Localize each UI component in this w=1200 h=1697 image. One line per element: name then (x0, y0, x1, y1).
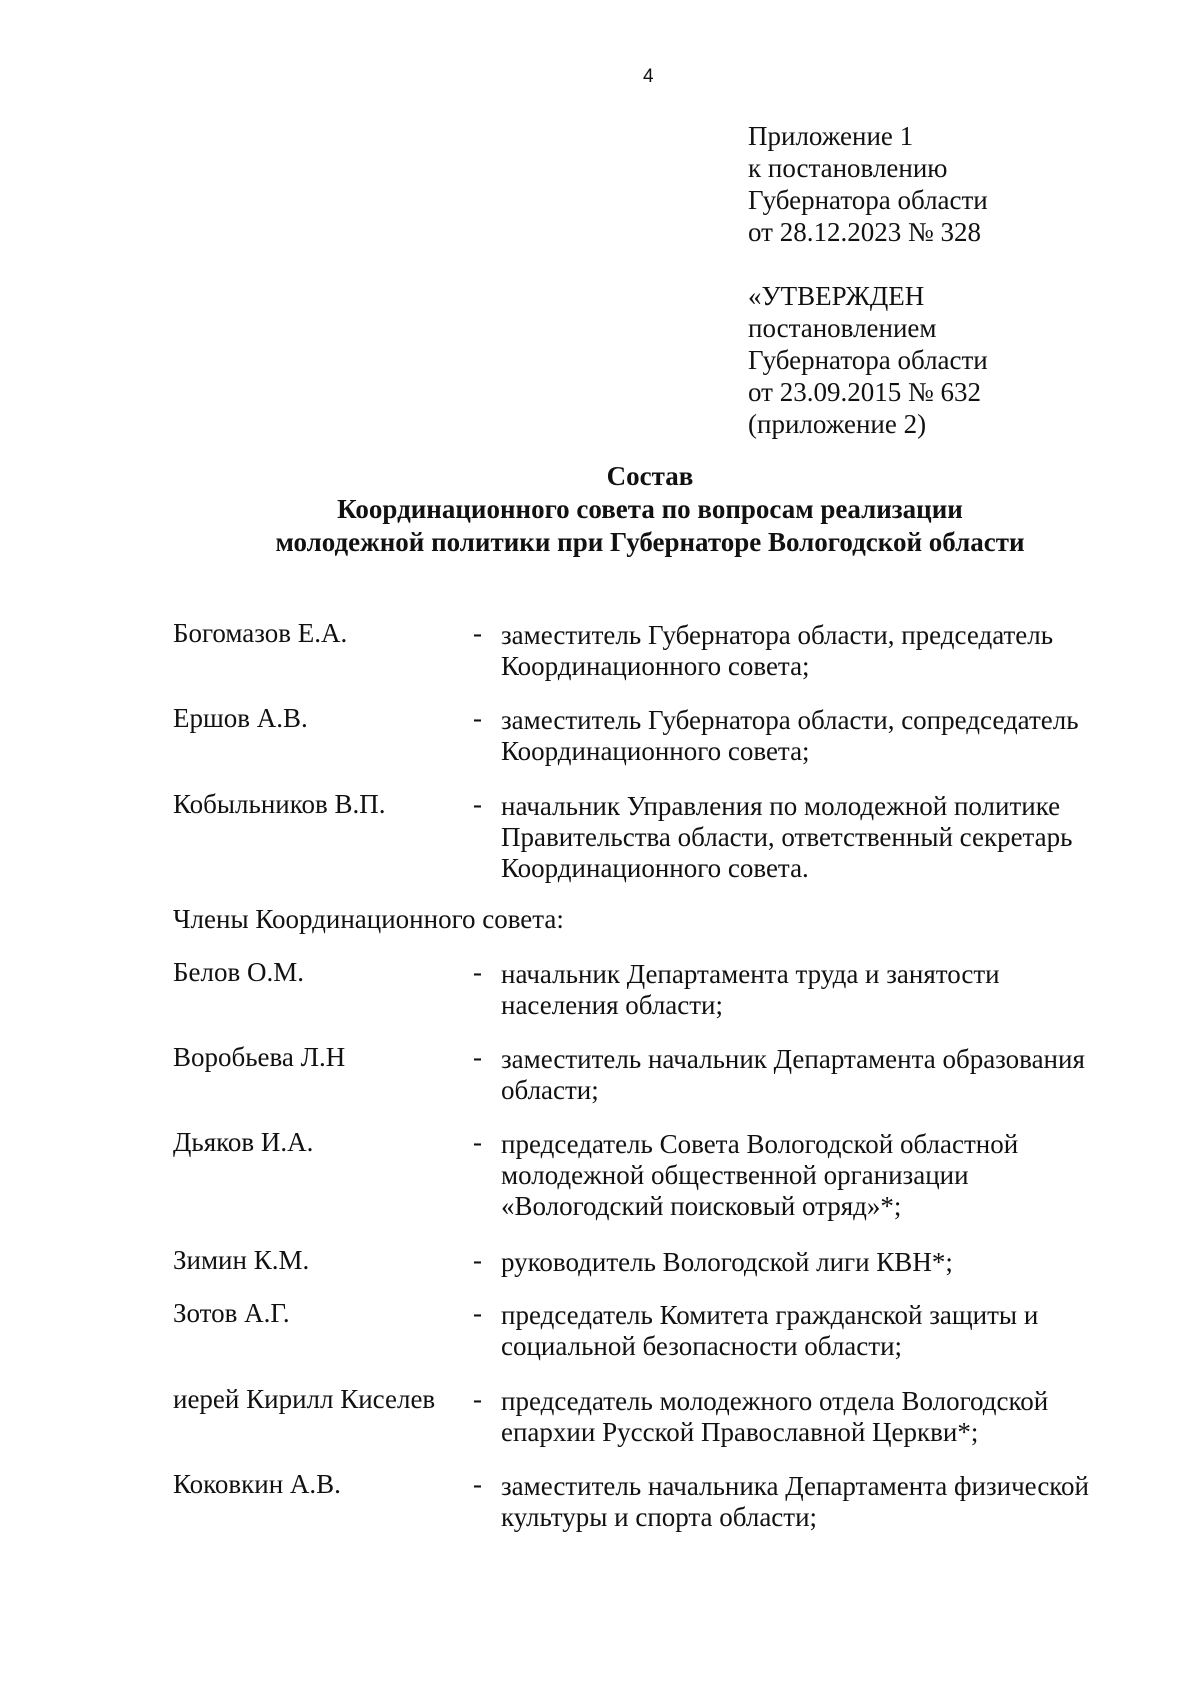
member-name: Ершов А.В. (173, 703, 308, 733)
separator-dash: - (473, 1245, 482, 1275)
member-name: Воробьева Л.Н (173, 1042, 346, 1072)
member-role (501, 959, 1141, 1021)
member-role (501, 1247, 1141, 1278)
separator-dash: - (473, 1042, 482, 1072)
role-line: председатель Совета Вологодской областной (501, 1129, 1019, 1159)
member-name: Коковкин А.В. (173, 1469, 341, 1499)
role-line: Координационного совета; (501, 651, 810, 681)
role-line: молодежной общественной организации (501, 1160, 969, 1190)
role-line: заместитель Губернатора области, сопредседатель (501, 705, 1079, 735)
role-line: начальник Департамента труда и занятости (501, 959, 1000, 989)
separator-dash: - (473, 1298, 482, 1328)
member-role (501, 1129, 1141, 1222)
member-name: Кобыльников В.П. (173, 789, 386, 819)
appendix-line: от 28.12.2023 № 328 (748, 217, 981, 247)
separator-dash: - (473, 789, 482, 819)
separator-dash: - (473, 957, 482, 987)
role-line: председатель Комитета гражданской защиты и (501, 1300, 1039, 1330)
member-role (501, 1300, 1141, 1362)
page-number: 4 (643, 66, 654, 87)
role-line: «Вологодский поисковый отряд»*; (501, 1191, 902, 1221)
member-name: Дьяков И.А. (173, 1127, 314, 1157)
separator-dash: - (473, 1469, 482, 1499)
member-role (501, 791, 1141, 884)
approval-line: (приложение 2) (748, 409, 927, 439)
member-role (501, 705, 1141, 767)
role-line: населения области; (501, 990, 724, 1020)
role-line: заместитель Губернатора области, председатель (501, 620, 1054, 650)
member-name: иерей Кирилл Киселев (173, 1384, 436, 1414)
role-line: социальной безопасности области; (501, 1331, 903, 1361)
role-line: культуры и спорта области; (501, 1502, 818, 1532)
title-line: молодежной политики при Губернаторе Вологодской области (275, 527, 1025, 557)
approval-line: постановлением (748, 313, 937, 343)
role-line: руководитель Вологодской лиги КВН*; (501, 1247, 953, 1277)
member-name: Зимин К.М. (173, 1245, 310, 1275)
role-line: заместитель начальника Департамента физической (501, 1471, 1090, 1501)
members-heading: Члены Координационного совета: (173, 904, 564, 934)
role-line: заместитель начальник Департамента образования (501, 1044, 1085, 1074)
approval-line: Губернатора области (748, 345, 988, 375)
member-role (501, 1044, 1141, 1106)
appendix-line: к постановлению (748, 153, 948, 183)
role-line: Координационного совета; (501, 736, 810, 766)
approval-line: «УТВЕРЖДЕН (748, 281, 925, 311)
role-line: области; (501, 1075, 599, 1105)
role-line: начальник Управления по молодежной политике (501, 791, 1061, 821)
separator-dash: - (473, 703, 482, 733)
member-role (501, 1471, 1141, 1533)
member-role (501, 620, 1141, 682)
title-line: Координационного совета по вопросам реализации (337, 494, 963, 524)
role-line: Координационного совета. (501, 853, 809, 883)
approval-stamp-text (748, 280, 988, 440)
separator-dash: - (473, 618, 482, 648)
title-line: Состав (606, 461, 694, 491)
member-name: Зотов А.Г. (173, 1298, 290, 1328)
member-role (501, 1386, 1141, 1448)
appendix-line: Приложение 1 (748, 121, 914, 151)
appendix-header (748, 120, 988, 248)
appendix-line: Губернатора области (748, 185, 988, 215)
separator-dash: - (473, 1127, 482, 1157)
separator-dash: - (473, 1384, 482, 1414)
member-name: Белов О.М. (173, 957, 304, 987)
role-line: председатель молодежного отдела Вологодской (501, 1386, 1049, 1416)
document-title (0, 460, 1200, 559)
role-line: Правительства области, ответственный секретарь (501, 822, 1073, 852)
approval-line: от 23.09.2015 № 632 (748, 377, 981, 407)
role-line: епархии Русской Православной Церкви*; (501, 1417, 979, 1447)
member-name: Богомазов Е.А. (173, 618, 348, 648)
